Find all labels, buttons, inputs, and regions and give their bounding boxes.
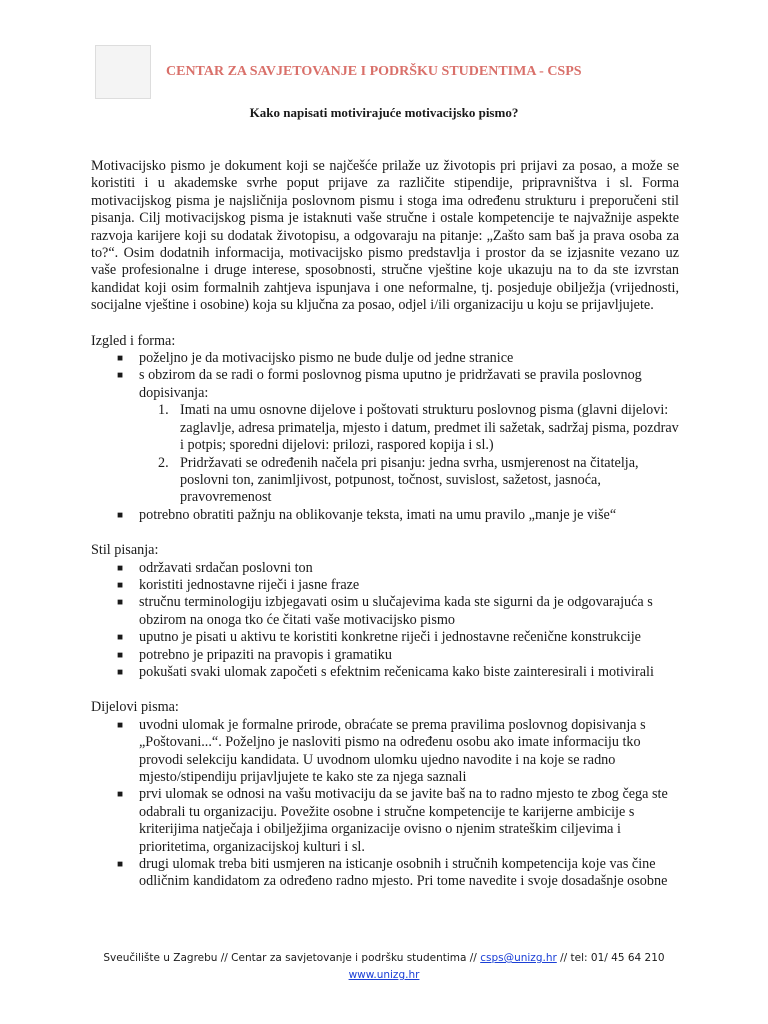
list-item <box>117 367 679 506</box>
stil-list <box>91 560 679 682</box>
list-item <box>117 576 679 594</box>
bullet-icon: ■ <box>117 509 124 521</box>
list-item-text: drugi ulomak treba biti usmjeren na isticanje osobnih i stručnih kompetencija koje vas čine odličnim kandidatom za određeno radno mjesto. Pri tome navedite i svoje dosadašnje osobne <box>139 856 668 890</box>
document-body <box>91 158 679 891</box>
list-item-text: koristiti jednostavne riječi i jasne fraze <box>139 576 360 593</box>
section-heading-dijelovi: Dijelovi pisma: <box>91 699 179 716</box>
list-item-text: poželjno je da motivacijsko pismo ne bude dulje od jedne stranice <box>139 350 514 367</box>
number-marker: 1. <box>158 402 169 419</box>
number-marker: 2. <box>158 454 169 471</box>
list-item-text: stručnu terminologiju izbjegavati osim u slučajevima kada ste sigurni da je odgovarajuća s obzirom na onoga tko će čitati vaše motivacijsko pismo <box>139 594 653 628</box>
page-footer <box>0 950 768 984</box>
list-item-text: pokušati svaki ulomak započeti s efektnim rečenicama kako biste zainteresirali i motivirali <box>139 663 654 680</box>
numbered-item <box>158 454 679 507</box>
list-item <box>117 506 679 524</box>
intro-paragraph: Motivacijsko pismo je dokument koji se najčešće prilaže uz životopis pri prijavi za posao, a može se koristiti i u akademske svrhe poput prijave za različite stipendije, pripravništva i sl. Forma motivacijskog pisma je najsličnija poslovnom pismu i stoga ima određenu strukturu i preporučeni stil pisanja. Cilj motivacijskog pisma je istaknuti vaše stručne i ostale kompetencije te najvažnije aspekte razvoja karijere koji su dodatak životopisu, a odgovaraju na pitanje: „Zašto sam baš ja prava osoba za to?“. Osim dodatnih informacija, motivacijsko pismo predstavlja i prostor da se izjasnite vezano uz vaše profesionalne i druge interese, sposobnosti, stručne vještine koje ukazuju na to da ste izvrstan kandidat koji osim formalnih zahtjeva ispunjava i one neformalne, tj. posjeduje obilježja (vrijednosti, socijalne vještine i osobine) koja su ključna za posao, odjel i/ili organizaciju u koju se prijavljujete. <box>91 158 679 314</box>
list-item <box>117 594 679 629</box>
footer-line-2 <box>0 967 768 984</box>
list-item-text: uputno je pisati u aktivu te koristiti konkretne riječi i jednostavne rečenične konstrukcije <box>139 629 641 646</box>
list-item-text: uvodni ulomak je formalne prirode, obraćate se prema pravilima poslovnog dopisivanja s „Poštovani...“. Poželjno je nasloviti pismo na određenu osobu ako imate informaciju tko provodi selekciju kandidata. U uvodnom ulomku ujedno navodite i na koje se radno mjesto/stipendiju prijavljujete te kako ste za njega saznali <box>139 716 646 785</box>
email-link[interactable]: csps@unizg.hr <box>480 952 557 964</box>
footer-line-1 <box>0 950 768 967</box>
footer-prefix: Sveučilište u Zagrebu // Centar za savjetovanje i podršku studentima // <box>103 952 477 964</box>
dijelovi-list <box>91 717 679 891</box>
list-item <box>117 663 679 681</box>
list-item <box>117 786 679 856</box>
bullet-icon: ■ <box>117 562 124 574</box>
numbered-item-text: Imati na umu osnovne dijelove i poštovati strukturu poslovnog pisma (glavni dijelovi: zaglavlje, adresa primatelja, mjesto i datum, predmet ili sažetak, sadržaj pisma, pozdrav i potpis; sporedni dijelovi: prilozi, raspored kopija i sl.) <box>180 402 679 454</box>
bullet-icon: ■ <box>117 666 124 678</box>
bullet-icon: ■ <box>117 632 124 644</box>
bullet-icon: ■ <box>117 353 124 365</box>
section-heading-izgled: Izgled i forma: <box>91 332 176 349</box>
section-heading-stil: Stil pisanja: <box>91 542 159 559</box>
bullet-icon: ■ <box>117 579 124 591</box>
list-item <box>117 350 679 367</box>
bullet-icon: ■ <box>117 789 124 801</box>
list-item <box>117 629 679 646</box>
csps-logo-image <box>95 45 151 99</box>
bullet-icon: ■ <box>117 370 124 382</box>
website-link[interactable]: www.unizg.hr <box>348 969 420 981</box>
list-item-text: s obzirom da se radi o formi poslovnog pisma uputno je pridržavati se pravila poslovnog dopisivanja: <box>139 367 642 401</box>
izgled-list <box>91 350 679 524</box>
footer-suffix: // tel: 01/ 45 64 210 <box>560 952 665 964</box>
numbered-list <box>139 402 679 506</box>
list-item-text: potrebno obratiti pažnju na oblikovanje teksta, imati na umu pravilo „manje je više“ <box>139 506 617 523</box>
list-item <box>117 856 679 891</box>
organization-title: CENTAR ZA SAVJETOVANJE I PODRŠKU STUDENTIMA - CSPS <box>166 64 582 79</box>
list-item-text: održavati srdačan poslovni ton <box>139 559 313 576</box>
list-item <box>117 559 679 577</box>
list-item-text: potrebno je pripaziti na pravopis i gramatiku <box>139 646 392 663</box>
list-item <box>117 716 679 787</box>
bullet-icon: ■ <box>117 719 124 731</box>
numbered-item-text: Pridržavati se određenih načela pri pisanju: jedna svrha, usmjerenost na čitatelja, poslovni ton, zanimljivost, potpunost, točnost, suvislost, sažetost, jasnoća, pravovremenost <box>180 454 639 506</box>
list-item <box>117 646 679 664</box>
bullet-icon: ■ <box>117 597 124 609</box>
numbered-item <box>158 402 679 454</box>
document-title: Kako napisati motivirajuće motivacijsko pismo? <box>249 105 519 120</box>
bullet-icon: ■ <box>117 859 124 871</box>
bullet-icon: ■ <box>117 649 124 661</box>
list-item-text: prvi ulomak se odnosi na vašu motivaciju da se javite baš na to radno mjesto te zbog čega ste odabrali tu organizaciju. Povežite osobne i stručne kompetencije te karijerne ambicije s kriterijima natječaja i obilježjima organizacije ovisno o njenim strateškim ciljevima i prioritetima, organizacijskoj kulturi i sl. <box>139 786 668 855</box>
